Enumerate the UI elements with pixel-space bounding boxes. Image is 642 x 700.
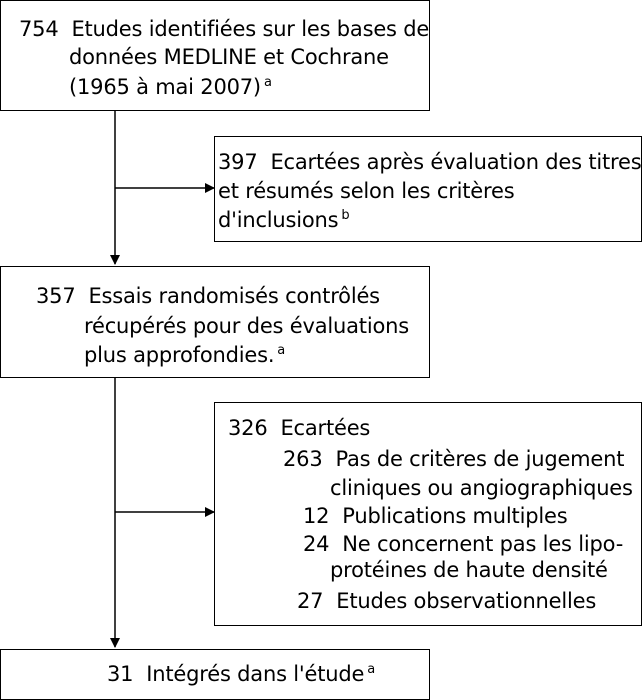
box1-line-1: [19, 17, 429, 41]
box-included-studies: [0, 649, 430, 700]
box4-item-3-count: 24: [303, 532, 330, 556]
box3-line-3: [84, 343, 285, 367]
box5-count: 31: [107, 662, 134, 686]
box3-text-line-1: Essais randomisés contrôlés: [88, 284, 380, 308]
box3-text-line-3: plus approfondies.: [84, 343, 275, 367]
box1-text-line-2: données MEDLINE et Cochrane: [69, 45, 389, 69]
box2-text-line-2: et résumés selon les critères: [218, 179, 515, 203]
box4-item-1-count: 263: [283, 447, 323, 471]
box3-count: 357: [36, 284, 76, 308]
box-identified-studies: [0, 0, 430, 111]
box1-footnote: a: [263, 75, 272, 90]
box4-item-3-line-1: [303, 532, 623, 556]
box4-item-4-text-1: Etudes observationnelles: [336, 589, 597, 613]
box2-line-3: [218, 208, 349, 232]
box-rct-retrieved: [0, 266, 430, 378]
box1-count: 754: [19, 17, 59, 41]
box-excluded-screening: [214, 136, 642, 242]
box4-item-4-count: 27: [297, 589, 324, 613]
box1-line-3: [69, 75, 272, 99]
box3-footnote: a: [277, 343, 286, 358]
box4-count: 326: [228, 416, 268, 440]
box5-label: Intégrés dans l'étude: [146, 662, 365, 686]
box2-text-line-3: d'inclusions: [218, 208, 339, 232]
box4-item-1-text-2: cliniques ou angiographiques: [330, 476, 633, 500]
box3-text-line-2: récupérés pour des évaluations: [84, 314, 409, 338]
box5-footnote: a: [367, 662, 376, 677]
box4-label: Ecartées: [280, 416, 371, 440]
box1-text-line-3: (1965 à mai 2007): [69, 75, 261, 99]
box4-item-3-text-2: protéines de haute densité: [330, 558, 608, 582]
box2-text-line-1: Ecartées après évaluation des titres: [270, 150, 642, 174]
box2-line-1: [218, 150, 641, 174]
box2-footnote: b: [341, 208, 350, 223]
box4-header: [228, 416, 370, 440]
box4-item-2-count: 12: [303, 504, 330, 528]
box5-line-1: [107, 662, 375, 686]
box1-text-line-1: Etudes identifiées sur les bases de: [71, 17, 430, 41]
box4-item-2-line-1: [303, 504, 567, 528]
box4-item-4-line-1: [297, 589, 596, 613]
box4-item-2-text-1: Publications multiples: [342, 504, 568, 528]
box-excluded-full-review: [214, 402, 642, 626]
box2-count: 397: [218, 150, 258, 174]
box3-line-1: [36, 284, 380, 308]
box4-item-1-line-1: [283, 447, 624, 471]
box4-item-1-text-1: Pas de critères de jugement: [335, 447, 625, 471]
box4-item-3-text-1: Ne concernent pas les lipo-: [342, 532, 624, 556]
